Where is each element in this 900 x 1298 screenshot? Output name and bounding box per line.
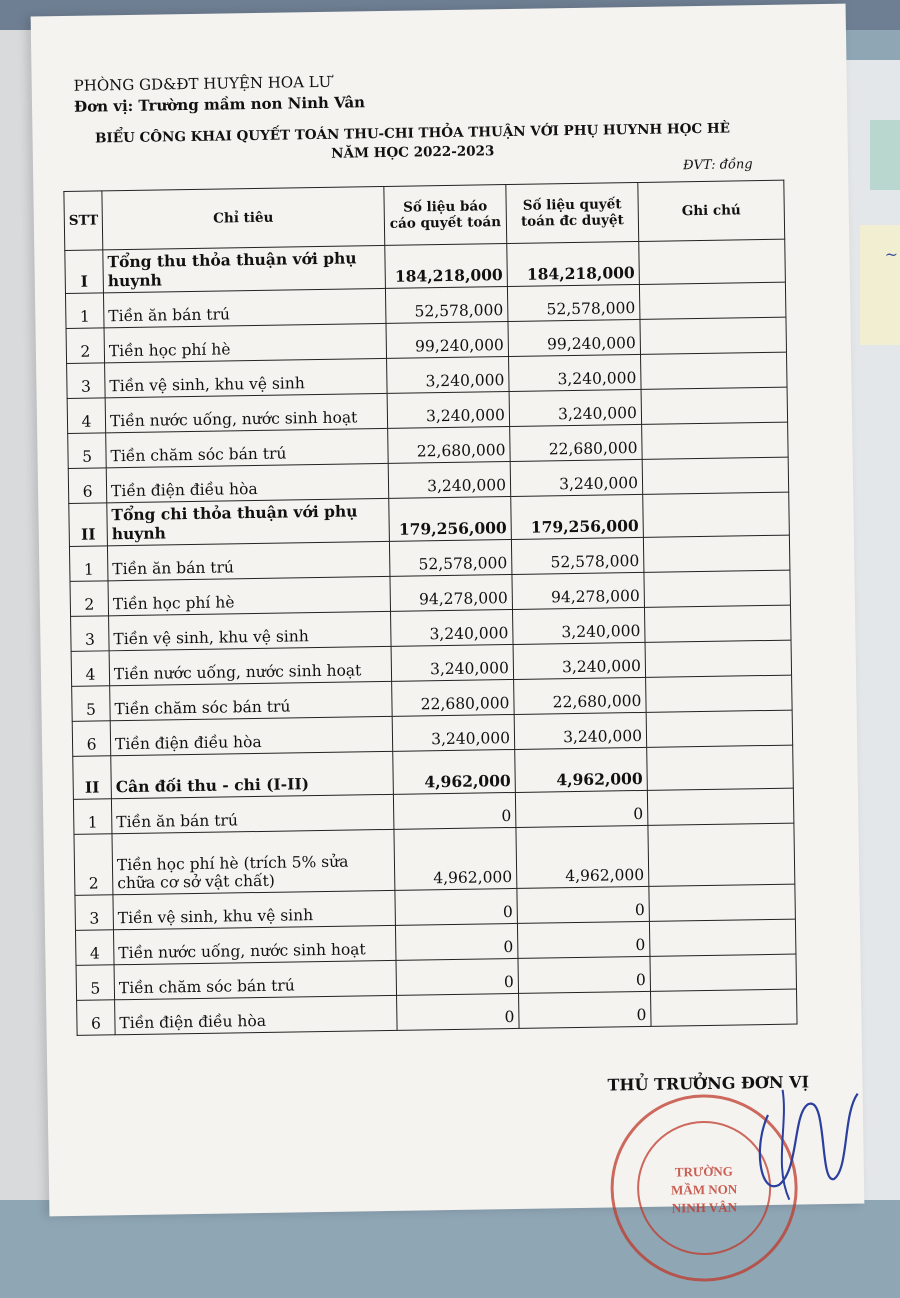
row-stt: 5 (72, 686, 111, 722)
row-reported-value: 3,240,000 (388, 461, 511, 498)
row-label: Tiền ăn bán trú (111, 794, 394, 833)
header-stt: STT (64, 191, 103, 251)
row-reported-value: 0 (396, 958, 519, 995)
row-approved-value: 3,240,000 (514, 712, 647, 749)
header-notes: Ghi chú (638, 180, 785, 241)
row-note (639, 282, 786, 319)
row-label: Tiền nước uống, nước sinh hoạt (113, 925, 396, 964)
row-reported-value: 94,278,000 (390, 574, 513, 611)
row-stt: 6 (68, 468, 107, 504)
row-reported-value: 3,240,000 (387, 392, 510, 429)
report-title-line1: BIỂU CÔNG KHAI QUYẾT TOÁN THU-CHI THỎA THUẬN VỚI PHỤ HUYNH HỌC HÈ (94, 120, 731, 147)
row-stt: II (69, 503, 108, 547)
row-approved-value: 3,240,000 (513, 642, 646, 679)
unit-name: Đơn vị: Trường mầm non Ninh Vân (73, 93, 366, 116)
row-approved-value: 179,256,000 (511, 494, 644, 539)
row-note (648, 823, 795, 886)
row-stt: 2 (74, 834, 113, 896)
row-note (644, 570, 791, 607)
row-reported-value: 3,240,000 (391, 644, 514, 681)
row-note (646, 710, 793, 747)
row-stt: 1 (73, 799, 112, 835)
row-reported-value: 52,578,000 (385, 287, 508, 324)
row-note (642, 422, 789, 459)
side-note (860, 225, 900, 345)
row-note (643, 492, 790, 537)
row-reported-value: 3,240,000 (387, 357, 510, 394)
svg-text:MẦM NON: MẦM NON (670, 1181, 738, 1198)
row-label: Tiền chăm sóc bán trú (114, 960, 397, 999)
org-name: PHÒNG GD&ĐT HUYỆN HOA LƯ (73, 72, 332, 95)
row-stt: 2 (66, 328, 105, 364)
row-label: Tiền chăm sóc bán trú (106, 428, 389, 467)
row-stt: 1 (65, 293, 104, 329)
header-reported: Số liệu báo cáo quyết toán (384, 185, 507, 246)
row-label: Tiền học phí hè (104, 323, 387, 362)
row-note (641, 352, 788, 389)
row-approved-value: 3,240,000 (510, 459, 643, 496)
row-stt: 4 (67, 398, 106, 434)
row-approved-value: 4,962,000 (516, 825, 649, 888)
document-header (74, 71, 366, 118)
row-approved-value: 184,218,000 (507, 241, 640, 286)
row-note (646, 675, 793, 712)
row-stt: 3 (67, 363, 106, 399)
row-reported-value: 4,962,000 (394, 827, 517, 890)
row-reported-value: 0 (395, 923, 518, 960)
signature-title: THỦ TRƯỞNG ĐƠN VỊ (607, 1072, 810, 1095)
row-approved-value: 99,240,000 (508, 319, 641, 356)
row-label: Tiền nước uống, nước sinh hoạt (105, 393, 388, 432)
row-note (647, 788, 794, 825)
row-stt: 2 (70, 581, 109, 617)
row-note (649, 919, 796, 956)
row-label: Tổng thu thỏa thuận với phụ huynh (103, 245, 386, 292)
row-note (644, 605, 791, 642)
row-reported-value: 184,218,000 (385, 244, 508, 289)
row-approved-value: 0 (515, 790, 648, 827)
row-stt: 5 (76, 965, 115, 1001)
row-label: Tiền chăm sóc bán trú (110, 681, 393, 720)
row-label: Tiền ăn bán trú (103, 288, 386, 327)
row-label: Tiền điện điều hòa (110, 716, 393, 755)
settlement-table (63, 180, 797, 1036)
table-row (74, 823, 795, 895)
row-label: Tiền điện điều hòa (106, 463, 389, 502)
unit-note: ĐVT: đồng (682, 157, 753, 174)
row-label: Tiền ăn bán trú (107, 541, 390, 580)
row-label: Tiền vệ sinh, khu vệ sinh (113, 890, 396, 929)
row-reported-value: 3,240,000 (391, 609, 514, 646)
row-note (649, 884, 796, 921)
row-reported-value: 0 (397, 993, 520, 1030)
row-note (640, 317, 787, 354)
row-stt: 6 (72, 721, 111, 757)
report-title (62, 119, 763, 168)
row-approved-value: 94,278,000 (512, 572, 645, 609)
report-title-line2: NĂM HỌC 2022-2023 (331, 143, 495, 162)
svg-text:TRƯỜNG: TRƯỜNG (674, 1163, 733, 1180)
row-label: Tiền vệ sinh, khu vệ sinh (105, 358, 388, 397)
row-stt: 6 (77, 1000, 116, 1036)
row-label: Cân đối thu - chi (I-II) (111, 751, 394, 798)
document-page (31, 4, 865, 1217)
handwritten-signature (747, 1073, 869, 1205)
row-stt: 4 (75, 930, 114, 966)
row-approved-value: 0 (518, 956, 651, 993)
row-approved-value: 52,578,000 (511, 537, 644, 574)
row-stt: 5 (68, 433, 107, 469)
row-reported-value: 179,256,000 (389, 496, 512, 541)
row-note (642, 457, 789, 494)
row-approved-value: 22,680,000 (510, 424, 643, 461)
row-label: Tiền học phí hè (108, 576, 391, 615)
row-reported-value: 22,680,000 (392, 679, 515, 716)
row-reported-value: 22,680,000 (388, 427, 511, 464)
row-stt: 3 (71, 616, 110, 652)
row-approved-value: 4,962,000 (515, 747, 648, 792)
header-approved: Số liệu quyết toán đc duyệt (506, 182, 639, 243)
row-label: Tiền nước uống, nước sinh hoạt (109, 646, 392, 685)
row-note (643, 535, 790, 572)
row-approved-value: 3,240,000 (512, 607, 645, 644)
row-reported-value: 0 (393, 792, 516, 829)
side-scribble: ~ (884, 245, 898, 264)
row-label: Tổng chi thỏa thuận với phụ huynh (107, 498, 390, 545)
row-approved-value: 0 (519, 991, 652, 1028)
row-note (641, 387, 788, 424)
row-reported-value: 52,578,000 (389, 539, 512, 576)
row-stt: II (73, 756, 112, 800)
row-approved-value: 0 (517, 886, 650, 923)
row-stt: I (65, 250, 104, 294)
header-chi-tieu: Chỉ tiêu (102, 186, 385, 249)
table-body (65, 239, 797, 1035)
row-note (650, 954, 797, 991)
row-stt: 1 (69, 546, 108, 582)
row-reported-value: 99,240,000 (386, 322, 509, 359)
side-sticky-note (870, 120, 900, 190)
row-label: Tiền điện điều hòa (115, 995, 398, 1034)
row-approved-value: 3,240,000 (509, 389, 642, 426)
row-stt: 4 (71, 651, 110, 687)
row-reported-value: 0 (395, 888, 518, 925)
row-stt: 3 (75, 895, 114, 931)
row-note (647, 745, 794, 790)
row-reported-value: 4,962,000 (393, 749, 516, 794)
row-approved-value: 0 (517, 921, 650, 958)
row-approved-value: 52,578,000 (507, 284, 640, 321)
row-label: Tiền vệ sinh, khu vệ sinh (109, 611, 392, 650)
row-note (639, 239, 786, 284)
svg-text:NINH VÂN: NINH VÂN (671, 1199, 738, 1216)
row-reported-value: 3,240,000 (392, 714, 515, 751)
row-approved-value: 22,680,000 (514, 677, 647, 714)
row-note (651, 989, 798, 1026)
row-approved-value: 3,240,000 (509, 354, 642, 391)
row-note (645, 640, 792, 677)
row-label: Tiền học phí hè (trích 5% sửa chữa cơ sở vật chất) (112, 829, 395, 894)
